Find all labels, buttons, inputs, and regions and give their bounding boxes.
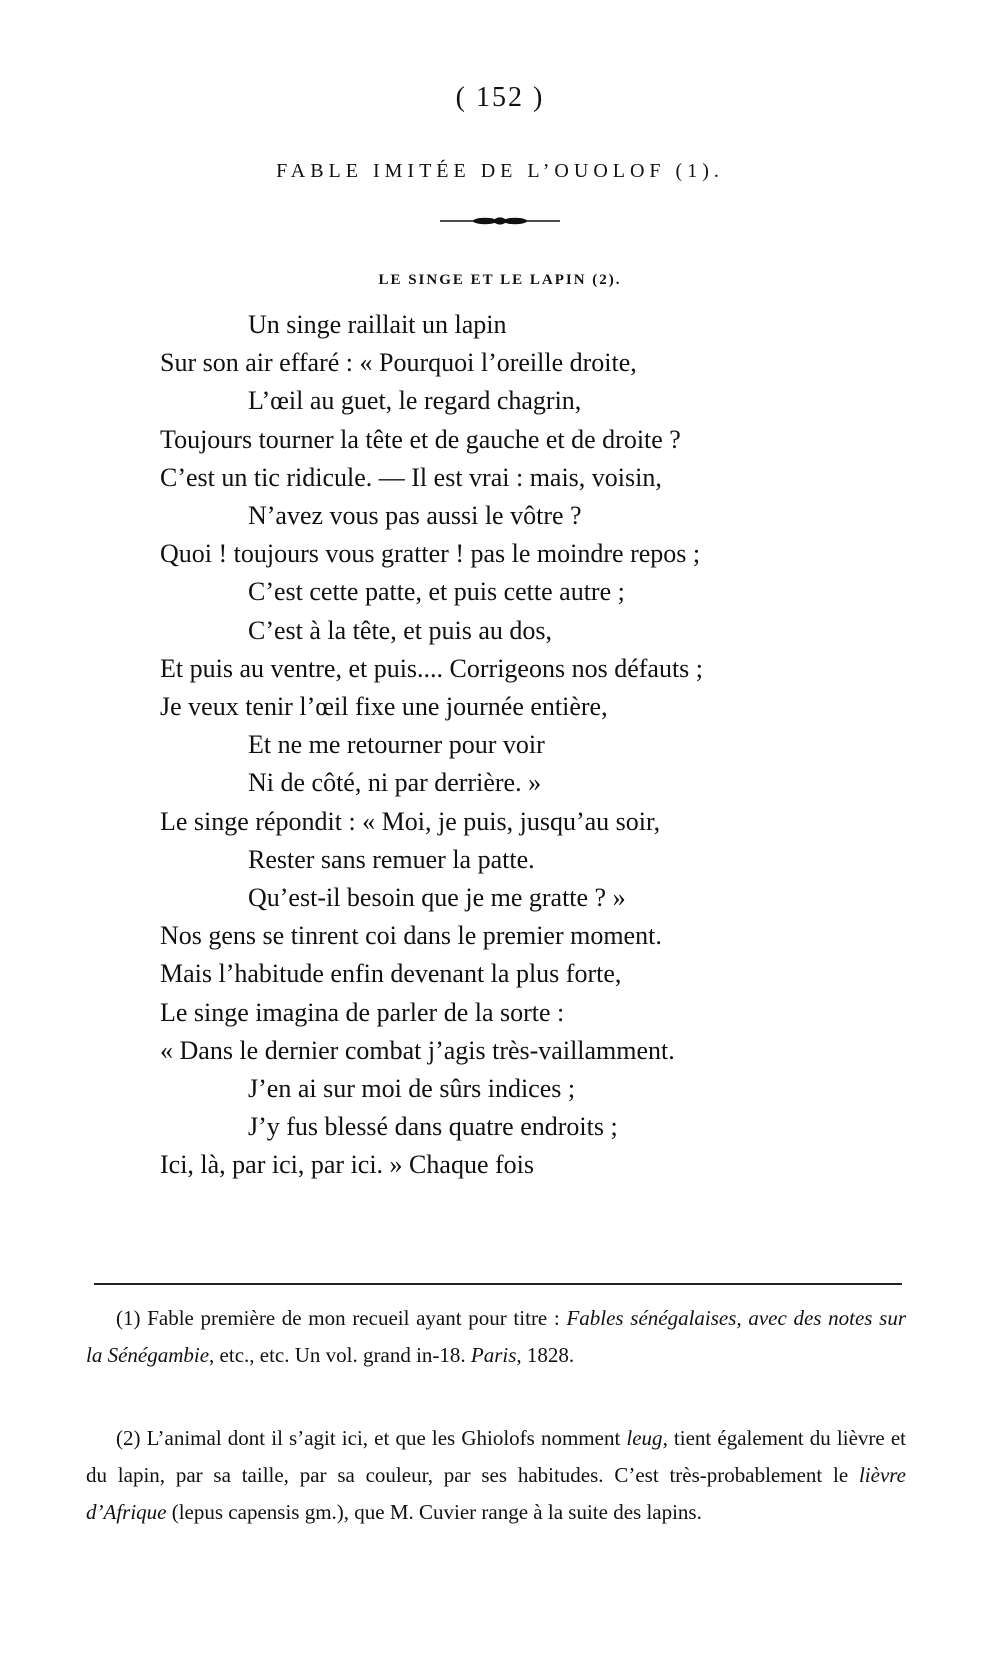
verse-line: Un singe raillait un lapin xyxy=(248,310,507,339)
footnote-italic: lièvre d’Afrique xyxy=(86,1463,906,1524)
footnote-italic: Fables sénégalaises, avec des notes sur la Sénégambie xyxy=(86,1306,906,1367)
verse-line: L’œil au guet, le regard chagrin, xyxy=(248,386,582,415)
footnote-rule xyxy=(94,1283,902,1285)
footnote-text: , tient également du lièvre et du lapin, par sa taille, par sa couleur, par ses habitudes. C’est très-probablement le xyxy=(86,1426,906,1487)
verse-line: C’est à la tête, et puis au dos, xyxy=(248,616,552,645)
ornament-divider-icon xyxy=(440,217,560,225)
verse-line: Le singe répondit : « Moi, je puis, jusqu’au soir, xyxy=(160,807,661,836)
verse-line: Ni de côté, ni par derrière. » xyxy=(248,768,542,797)
footnote-italic: Paris xyxy=(470,1343,517,1367)
footnote-marker: (2) xyxy=(116,1426,141,1450)
fable-title: FABLE IMITÉE DE L’OUOLOF (1). xyxy=(276,160,724,182)
footnote-text: , 1828. xyxy=(516,1343,575,1367)
footnote-italic: leug xyxy=(626,1426,663,1450)
fable-subtitle: LE SINGE ET LE LAPIN (2). xyxy=(378,272,622,288)
verse-line: Et ne me retourner pour voir xyxy=(248,730,545,759)
verse-line: Nos gens se tinrent coi dans le premier moment. xyxy=(160,921,662,950)
verse-line: Qu’est-il besoin que je me gratte ? » xyxy=(248,883,626,912)
footnote-text: Fable première de mon recueil ayant pour titre : xyxy=(147,1306,567,1330)
footnote-text: L’animal dont il s’agit ici, et que les Ghiolofs nomment xyxy=(146,1426,627,1450)
verse-line: Sur son air effaré : « Pourquoi l’oreille droite, xyxy=(160,348,637,377)
page-number: ( 152 ) xyxy=(455,82,545,113)
footnote-text: , etc., etc. Un vol. grand in-18. xyxy=(209,1343,466,1367)
verse-line: Le singe imagina de parler de la sorte : xyxy=(160,998,565,1027)
verse-line: J’en ai sur moi de sûrs indices ; xyxy=(248,1074,576,1103)
verse-line: Je veux tenir l’œil fixe une journée entière, xyxy=(160,692,608,721)
verse-line: Quoi ! toujours vous gratter ! pas le moindre repos ; xyxy=(160,539,701,568)
verse-line: Mais l’habitude enfin devenant la plus forte, xyxy=(160,959,622,988)
verse-line: J’y fus blessé dans quatre endroits ; xyxy=(248,1112,618,1141)
footnote-1 xyxy=(86,1300,906,1374)
verse-line: Toujours tourner la tête et de gauche et de droite ? xyxy=(160,425,681,454)
footnote-marker: (1) xyxy=(116,1306,141,1330)
verse-line: C’est cette patte, et puis cette autre ; xyxy=(248,577,625,606)
footnote-2 xyxy=(86,1420,906,1531)
verse-line: C’est un tic ridicule. — Il est vrai : mais, voisin, xyxy=(160,463,662,492)
verse-line: Rester sans remuer la patte. xyxy=(248,845,535,874)
verse-line: « Dans le dernier combat j’agis très-vaillamment. xyxy=(160,1036,675,1065)
footnote-text: (lepus capensis gm.), que M. Cuvier range à la suite des lapins. xyxy=(166,1500,702,1524)
verse-line: Et puis au ventre, et puis.... Corrigeons nos défauts ; xyxy=(160,654,704,683)
verse-line: N’avez vous pas aussi le vôtre ? xyxy=(248,501,582,530)
verse-line: Ici, là, par ici, par ici. » Chaque fois xyxy=(160,1150,534,1179)
